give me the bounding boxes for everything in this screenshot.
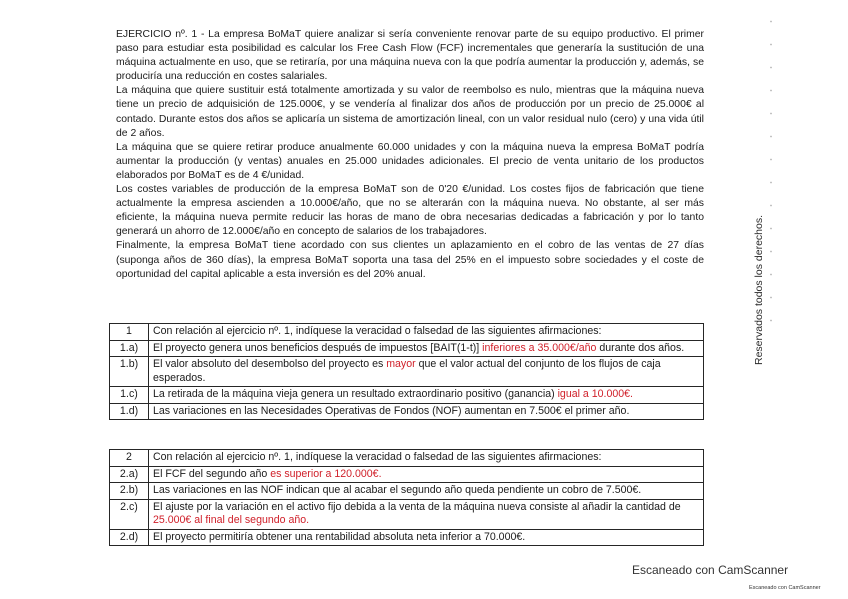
table-header-row	[110, 324, 704, 341]
exercise-statement	[116, 28, 704, 282]
statement-number: 2.c)	[110, 499, 149, 529]
statement-number: 1.a)	[110, 340, 149, 357]
statement-text: La máquina que se quiere retirar produce anualmente 60.000 unidades y con la máquina nueva la empresa BoMaT podría aumentar la producción (y ventas) anuales en 25.000 unidades adicionales. El precio de venta unitario de los productos elaborados por BoMaT es de 4 €/unidad.	[116, 141, 704, 181]
statement-number: 2.a)	[110, 466, 149, 483]
statement-paragraph	[116, 239, 704, 281]
statement-row	[110, 483, 704, 500]
question-header-text: Con relación al ejercicio nº. 1, indíquese la veracidad o falsedad de las siguientes afirmaciones:	[149, 450, 704, 467]
statement-number: 2.b)	[110, 483, 149, 500]
statement-text: El FCF del segundo año	[153, 467, 271, 480]
statement-paragraph	[116, 183, 704, 239]
statement-cell	[149, 466, 704, 483]
statement-text: Las variaciones en las Necesidades Operativas de Fondos (NOF) aumentan en 7.500€ el primer año.	[153, 404, 630, 417]
side-watermark	[749, 210, 769, 370]
statement-text: La máquina que quiere sustituir está totalmente amortizada y su valor de reembolso es nulo, mientras que la máquina nueva tiene un precio de adquisición de 125.000€, y se vendería al finalizar dos años de producción por un precio de 25.000€ al contado. Durante estos dos años se aplicaría un sistema de amortización lineal, con un valor residual nulo (cero) y una vida útil de 2 años.	[116, 85, 704, 139]
statement-number: 1.b)	[110, 357, 149, 387]
statement-row	[110, 357, 704, 387]
statement-cell	[149, 483, 704, 500]
table-header-row	[110, 450, 704, 467]
camscanner-label: Escaneado con CamScanner	[632, 563, 789, 577]
statement-number: 2.d)	[110, 529, 149, 546]
question-header-text: Con relación al ejercicio nº. 1, indíquese la veracidad o falsedad de las siguientes afirmaciones:	[149, 324, 704, 341]
statement-text: El proyecto genera unos beneficios después de impuestos [BAIT(1-t)]	[153, 341, 483, 354]
question-number: 1	[110, 324, 149, 341]
statement-text: El proyecto permitiría obtener una rentabilidad absoluta neta inferior a 70.000€.	[153, 530, 526, 543]
statement-text: La retirada de la máquina vieja genera un resultado extraordinario positivo (ganancia)	[153, 388, 558, 400]
statement-cell	[149, 387, 704, 404]
camscanner-small-label: Escaneado con CamScanner	[749, 585, 821, 591]
statement-cell	[149, 340, 704, 357]
highlighted-text: mayor	[386, 358, 416, 370]
statement-text: Finalmente, la empresa BoMaT tiene acordado con sus clientes un aplazamiento en el cobro de las ventas de 27 días (suponga años de 360 días), la empresa BoMaT soporta una tasa del 25% en el impuesto sobre sociedades y el coste de oportunidad del capital aplicable a esta inversión es del 20% anual.	[116, 240, 704, 280]
statement-row	[110, 499, 704, 529]
statement-text: El ajuste por la variación en el activo fijo debida a la venta de la máquina nueva consiste al añadir la cantidad de	[153, 500, 681, 513]
statement-text: Los costes variables de producción de la empresa BoMaT son de 0'20 €/unidad. Los costes fijos de fabricación que tiene actualmente la empresa ascienden a 10.000€/año, que no se alterarán con la máquina nueva. No obstante, al ser más eficiente, la máquina nueva permite reducir las horas de mano de obra necesarias dedicadas a fabricación y por lo tanto generará un ahorro de 12.000€/año en concepto de salarios de los trabajadores.	[116, 184, 704, 238]
statement-text: El valor absoluto del desembolso del proyecto es	[153, 358, 387, 370]
question-table-2	[109, 449, 704, 546]
statement-number: 1.d)	[110, 403, 149, 420]
question-number: 2	[110, 450, 149, 467]
highlighted-text: 25.000€ al final del segundo año.	[153, 514, 310, 526]
question-table-1	[109, 323, 704, 420]
statement-cell	[149, 499, 704, 529]
statement-number: 1.c)	[110, 387, 149, 404]
statement-row	[110, 340, 704, 357]
statement-row	[110, 529, 704, 546]
highlighted-text: es superior a 120.000€.	[270, 467, 382, 480]
statement-paragraph	[116, 141, 704, 183]
statement-cell	[149, 357, 704, 387]
statement-row	[110, 466, 704, 483]
highlighted-text: inferiores a 35.000€/año	[482, 341, 597, 354]
statement-cell	[149, 403, 704, 420]
statement-text: EJERCICIO nº. 1 - La empresa BoMaT quiere analizar si sería conveniente renovar parte de su equipo productivo. El primer paso para estudiar esta posibilidad es calcular los Free Cash Flow (FCF) incrementales que generaría la sustitución de una máquina actualmente en uso, que se retiraría, por una máquina nueva con la que podría aumentar la producción y, además, se produciría una reducción en costes salariales.	[116, 29, 704, 83]
statement-paragraph	[116, 28, 704, 84]
highlighted-text: igual a 10.000€.	[557, 388, 633, 400]
statement-text: que el valor actual del conjunto de los flujos de caja esperados.	[153, 358, 661, 384]
statement-row	[110, 387, 704, 404]
statement-row	[110, 403, 704, 420]
statement-cell	[149, 529, 704, 546]
statement-text: Las variaciones en las NOF indican que al acabar el segundo año queda pendiente un cobro de 7.500€.	[153, 484, 642, 496]
statement-paragraph	[116, 84, 704, 140]
side-watermark-text: Reservados todos los derechos.	[753, 215, 765, 365]
statement-text: durante dos años.	[596, 341, 685, 354]
